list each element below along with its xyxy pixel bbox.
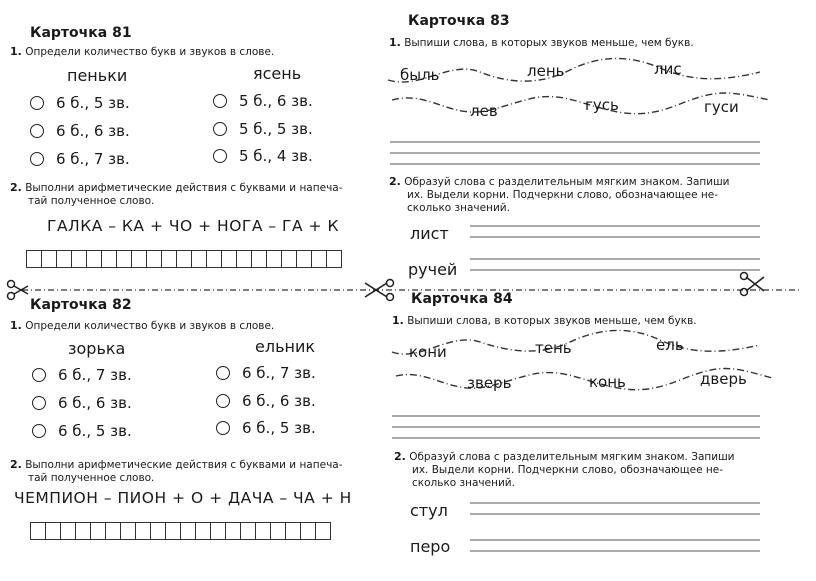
card81-word-2: ясень: [253, 64, 302, 83]
card81-title: Карточка 81: [30, 25, 132, 41]
card81-expression: ГАЛКА – КА + ЧО + НОГА – ГА + К: [47, 217, 339, 235]
card83-base-word: ручей: [408, 260, 458, 279]
card82-word-1: зорька: [68, 339, 126, 358]
wavy-chain: [392, 330, 760, 354]
answer-cell[interactable]: [206, 250, 222, 268]
answer-cell[interactable]: [326, 250, 342, 268]
task-text: Определи количество букв и звуков в слове.: [25, 46, 275, 58]
card84-base-word: стул: [410, 501, 448, 520]
chain-word: быль: [400, 66, 440, 84]
card83-task1: [389, 36, 694, 50]
card82-task2: 2. Выполни арифметические действия с буквами и напеча- тай полученное слово.: [10, 458, 343, 484]
radio-circle[interactable]: [30, 96, 44, 110]
answer-cell[interactable]: [176, 250, 192, 268]
card82-option[interactable]: 6 б., 6 зв.: [32, 394, 132, 412]
card84-base-word: перо: [410, 537, 451, 556]
card81-option[interactable]: 5 б., 5 зв.: [213, 120, 313, 138]
radio-circle[interactable]: [30, 124, 44, 138]
chain-word: ель: [656, 336, 684, 354]
task-text: Выпиши слова, в которых звуков меньше, чем букв.: [407, 315, 697, 327]
answer-cell[interactable]: [30, 522, 46, 540]
answer-cell[interactable]: [120, 522, 136, 540]
chain-word: лев: [470, 102, 498, 120]
card81-word-1: пеньки: [67, 66, 128, 85]
answer-cell[interactable]: [41, 250, 57, 268]
radio-circle[interactable]: [30, 152, 44, 166]
card82-expression: ЧЕМПИОН – ПИОН + О + ДАЧА – ЧА + Н: [14, 489, 352, 507]
chain-word: лень: [527, 62, 565, 80]
wavy-chain: [388, 58, 760, 82]
task-number: 1.: [10, 319, 22, 332]
answer-cell[interactable]: [221, 250, 237, 268]
answer-cell[interactable]: [105, 522, 121, 540]
answer-cell[interactable]: [285, 522, 301, 540]
answer-cell[interactable]: [296, 250, 312, 268]
card81-option[interactable]: 6 б., 5 зв.: [30, 94, 130, 112]
answer-cell[interactable]: [86, 250, 102, 268]
answer-cell[interactable]: [255, 522, 271, 540]
chain-word: кони: [409, 343, 447, 361]
answer-cell[interactable]: [270, 522, 286, 540]
answer-cell[interactable]: [315, 522, 331, 540]
radio-circle[interactable]: [216, 394, 230, 408]
card82-option[interactable]: 6 б., 7 зв.: [216, 364, 316, 382]
answer-cell[interactable]: [240, 522, 256, 540]
answer-cell[interactable]: [135, 522, 151, 540]
chain-word: дверь: [700, 370, 747, 388]
chain-word: конь: [589, 373, 626, 391]
answer-cell[interactable]: [150, 522, 166, 540]
answer-cell[interactable]: [281, 250, 297, 268]
card82-answer-cells[interactable]: [30, 522, 330, 540]
card81-option[interactable]: 6 б., 7 зв.: [30, 150, 130, 168]
chain-word: тень: [535, 339, 572, 357]
answer-cell[interactable]: [161, 250, 177, 268]
answer-cell[interactable]: [180, 522, 196, 540]
answer-cell[interactable]: [116, 250, 132, 268]
answer-cell[interactable]: [101, 250, 117, 268]
answer-cell[interactable]: [26, 250, 42, 268]
answer-cell[interactable]: [191, 250, 207, 268]
card81-task2: 2. Выполни арифметические действия с буквами и напеча- тай полученное слово.: [10, 181, 343, 207]
task-number: 1.: [10, 45, 22, 58]
chain-word: гуси: [704, 98, 739, 116]
radio-circle[interactable]: [213, 149, 227, 163]
card82-option[interactable]: 6 б., 6 зв.: [216, 392, 316, 410]
answer-cell[interactable]: [300, 522, 316, 540]
radio-circle[interactable]: [213, 94, 227, 108]
answer-cell[interactable]: [266, 250, 282, 268]
radio-circle[interactable]: [32, 424, 46, 438]
card82-word-2: ельник: [255, 337, 316, 356]
card83-base-word: лист: [410, 224, 449, 243]
card82-title: Карточка 82: [30, 297, 132, 313]
card81-task1: [10, 45, 274, 59]
card84-task2: 2. Образуй слова с разделительным мягким знаком. Запиши их. Выдели корни. Подчеркни слово, обозначающее не- сколько значений.: [394, 450, 735, 489]
task-text: Определи количество букв и звуков в слове.: [25, 320, 275, 332]
radio-circle[interactable]: [32, 368, 46, 382]
card83-title: Карточка 83: [408, 13, 510, 29]
chain-word: лис: [654, 60, 682, 78]
answer-cell[interactable]: [131, 250, 147, 268]
radio-circle[interactable]: [216, 421, 230, 435]
card82-option[interactable]: 6 б., 7 зв.: [32, 366, 132, 384]
card82-task1: [10, 319, 274, 333]
answer-cell[interactable]: [45, 522, 61, 540]
radio-circle[interactable]: [213, 122, 227, 136]
answer-cell[interactable]: [225, 522, 241, 540]
card84-title: Карточка 84: [411, 291, 513, 307]
answer-cell[interactable]: [165, 522, 181, 540]
task-number: 2.: [389, 175, 401, 188]
task-text: Выпиши слова, в которых звуков меньше, чем букв.: [404, 37, 694, 49]
answer-cell[interactable]: [146, 250, 162, 268]
answer-cell[interactable]: [90, 522, 106, 540]
answer-cell[interactable]: [210, 522, 226, 540]
task-number: 2.: [394, 450, 406, 463]
chain-word: зверь: [467, 374, 512, 392]
answer-cell[interactable]: [311, 250, 327, 268]
task-number: 2.: [10, 181, 22, 194]
scissors-icon: [741, 273, 765, 296]
radio-circle[interactable]: [216, 366, 230, 380]
answer-cell[interactable]: [71, 250, 87, 268]
answer-cell[interactable]: [75, 522, 91, 540]
chain-word: гусь: [585, 96, 619, 114]
task-number: 1.: [389, 36, 401, 49]
card83-task2: 2. Образуй слова с разделительным мягким знаком. Запиши их. Выдели корни. Подчеркни слово, обозначающее не- сколько значений.: [389, 175, 730, 214]
card81-option[interactable]: 5 б., 4 зв.: [213, 147, 313, 165]
task-number: 2.: [10, 458, 22, 471]
card81-answer-cells[interactable]: [26, 250, 341, 268]
task-number: 1.: [392, 314, 404, 327]
card81-option[interactable]: 6 б., 6 зв.: [30, 122, 130, 140]
card82-option[interactable]: 6 б., 5 зв.: [32, 422, 132, 440]
answer-cell[interactable]: [60, 522, 76, 540]
card81-option[interactable]: 5 б., 6 зв.: [213, 92, 313, 110]
answer-cell[interactable]: [251, 250, 267, 268]
card84-task1: [392, 314, 697, 328]
answer-cell[interactable]: [56, 250, 72, 268]
card82-option[interactable]: 6 б., 5 зв.: [216, 419, 316, 437]
answer-cell[interactable]: [195, 522, 211, 540]
answer-cell[interactable]: [236, 250, 252, 268]
radio-circle[interactable]: [32, 396, 46, 410]
